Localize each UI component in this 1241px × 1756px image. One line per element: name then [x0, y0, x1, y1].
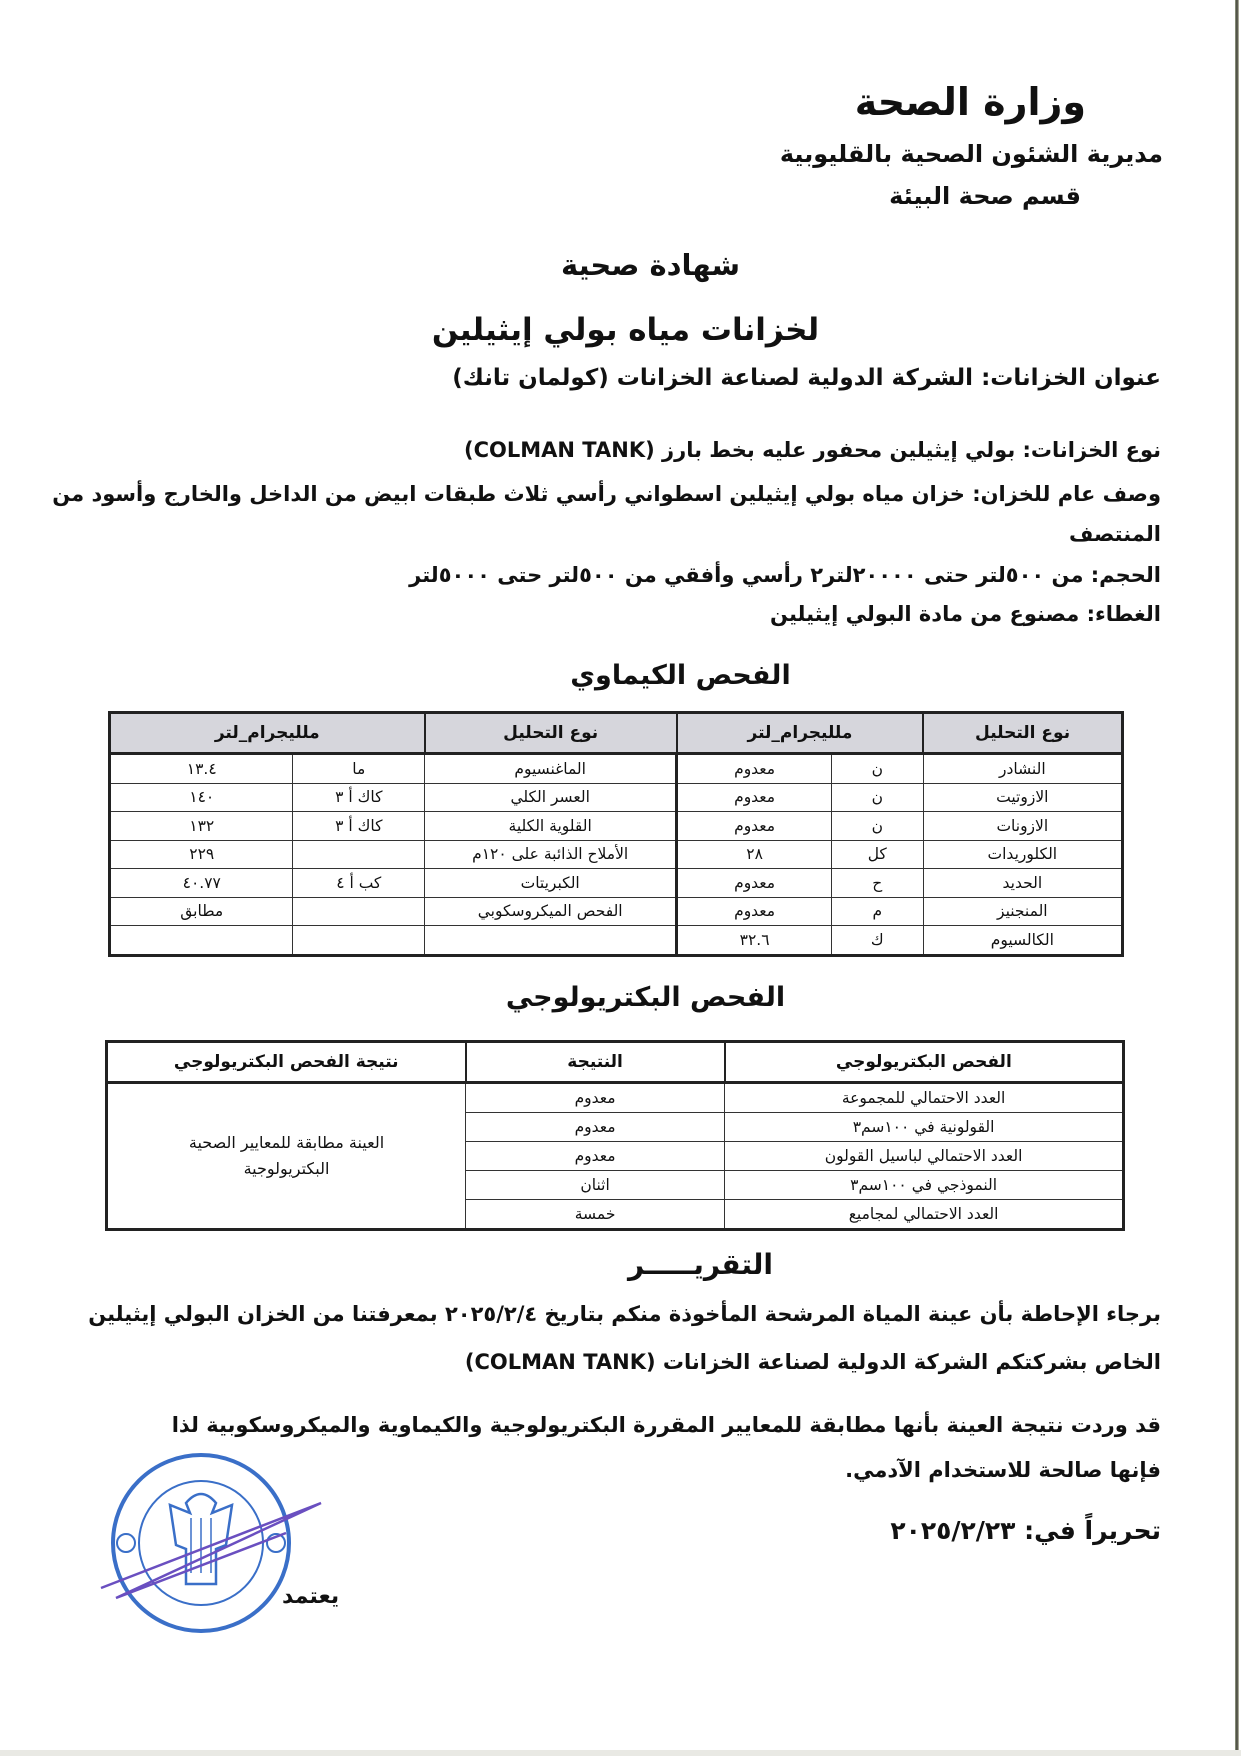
- analysis-value: معدوم: [677, 897, 832, 926]
- bacteriological-result: اثنان: [466, 1171, 725, 1200]
- analysis-symbol: كب أ ٤: [293, 869, 425, 898]
- description-label: وصف عام للخزان:: [972, 482, 1161, 506]
- type-value: بولي إيثيلين محفور عليه بخط بارز (COLMAN TANK): [464, 438, 1016, 462]
- analysis-symbol: ن: [831, 783, 923, 812]
- analysis-name: الكلوريدات: [923, 840, 1122, 869]
- analysis-value: مطابق: [110, 897, 293, 926]
- chemical-row: [110, 812, 1123, 841]
- report-paragraph-1-line-1: برجاء الإحاطة بأن عينة المياة المرشحة المأخوذة منكم بتاريخ ٢٠٢٥/٢/٤ بمعرفتنا من الخزان البولي إيثيلين: [88, 1302, 1161, 1326]
- chemical-section-title: الفحص الكيماوي: [570, 660, 791, 691]
- issue-date-label: تحريراً في:: [1024, 1516, 1161, 1545]
- description-continued: المنتصف: [1068, 522, 1161, 546]
- header-bacteriological-conclusion: نتيجة الفحص البكتريولوجي: [107, 1042, 466, 1083]
- bacteriological-result: معدوم: [466, 1113, 725, 1142]
- department-name: قسم صحة البيئة: [889, 182, 1081, 210]
- report-title: التقريـــــر: [628, 1248, 773, 1281]
- chemical-header-row: [110, 713, 1123, 754]
- conclusion-line-1: العينة مطابقة للمعايير الصحية: [188, 1133, 385, 1152]
- address-label: عنوان الخزانات:: [981, 365, 1161, 391]
- analysis-value: ١٤٠: [110, 783, 293, 812]
- certificate-title: شهادة صحية: [561, 248, 740, 282]
- analysis-name: القلوية الكلية: [425, 812, 677, 841]
- ministry-name: وزارة الصحة: [854, 80, 1086, 124]
- analysis-symbol: [293, 897, 425, 926]
- chemical-row: [110, 869, 1123, 898]
- analysis-symbol: ح: [831, 869, 923, 898]
- header-bacteriological-test: الفحص البكتريولوجي: [725, 1042, 1124, 1083]
- bacteriological-result: معدوم: [466, 1083, 725, 1113]
- chemical-row: [110, 754, 1123, 784]
- analysis-value: ١٣.٤: [110, 754, 293, 784]
- analysis-value: ٤٠.٧٧: [110, 869, 293, 898]
- conclusion-line-2: البكتريولوجية: [243, 1159, 330, 1178]
- address-line: [452, 365, 1161, 391]
- analysis-symbol: ك: [831, 926, 923, 956]
- analysis-value: ١٣٢: [110, 812, 293, 841]
- analysis-symbol: م: [831, 897, 923, 926]
- analysis-symbol: [293, 840, 425, 869]
- scan-edge-bottom: [0, 1750, 1241, 1756]
- analysis-value: ٢٨: [677, 840, 832, 869]
- report-paragraph-1-line-2: الخاص بشركتكم الشركة الدولية لصناعة الخزانات (COLMAN TANK): [464, 1350, 1161, 1374]
- analysis-name: الفحص الميكروسكوبي: [425, 897, 677, 926]
- volume-label: الحجم:: [1090, 563, 1161, 587]
- analysis-value: معدوم: [677, 754, 832, 784]
- bacteriological-test: العدد الاحتمالي للمجموعة: [725, 1083, 1124, 1113]
- volume-value: من ٥٠٠لتر حتى ٢٠٠٠٠لتر٢ رأسي وأفقي من ٥٠٠لتر حتى ٥٠٠٠لتر: [409, 563, 1084, 587]
- bacteriological-result: خمسة: [466, 1200, 725, 1230]
- analysis-value: معدوم: [677, 869, 832, 898]
- chemical-row: [110, 897, 1123, 926]
- analysis-symbol: ن: [831, 812, 923, 841]
- type-line: [464, 438, 1161, 462]
- header-analysis-type: نوع التحليل: [425, 713, 677, 754]
- directorate-name: مديرية الشئون الصحية بالقليوبية: [779, 140, 1163, 168]
- analysis-symbol: كاك أ ٣: [293, 812, 425, 841]
- chemical-table: [108, 711, 1124, 957]
- cover-value: مصنوع من مادة البولي إيثيلين: [770, 602, 1080, 626]
- header-result: النتيجة: [466, 1042, 725, 1083]
- analysis-symbol: [293, 926, 425, 956]
- bacteriological-test: النموذجي في ١٠٠سم٣: [725, 1171, 1124, 1200]
- cover-line: [770, 602, 1161, 626]
- analysis-value: معدوم: [677, 783, 832, 812]
- analysis-name: [425, 926, 677, 956]
- address-value: الشركة الدولية لصناعة الخزانات (كولمان تانك): [452, 365, 974, 391]
- certificate-subtitle: لخزانات مياه بولي إيثيلين: [431, 312, 820, 348]
- bacteriological-conclusion: [107, 1083, 466, 1230]
- bacteriological-header-row: [107, 1042, 1124, 1083]
- analysis-value: معدوم: [677, 812, 832, 841]
- official-stamp: [96, 1448, 326, 1638]
- bacteriological-test: العدد الاحتمالي لمجاميع: [725, 1200, 1124, 1230]
- cover-label: الغطاء:: [1086, 602, 1161, 626]
- type-label: نوع الخزانات:: [1022, 438, 1161, 462]
- chemical-row: [110, 840, 1123, 869]
- analysis-name: الكبريتات: [425, 869, 677, 898]
- analysis-value: ٢٢٩: [110, 840, 293, 869]
- analysis-symbol: كاك أ ٣: [293, 783, 425, 812]
- analysis-name: النشادر: [923, 754, 1122, 784]
- analysis-name: الكالسيوم: [923, 926, 1122, 956]
- header-mg-per-liter: ملليجرام_لتر: [677, 713, 923, 754]
- analysis-name: الازونات: [923, 812, 1122, 841]
- analysis-name: العسر الكلي: [425, 783, 677, 812]
- bacteriological-section-title: الفحص البكتريولوجي: [505, 982, 786, 1013]
- chemical-row: [110, 926, 1123, 956]
- issue-date-value: ٢٠٢٥/٢/٢٣: [890, 1516, 1016, 1545]
- bacteriological-result: معدوم: [466, 1142, 725, 1171]
- analysis-name: الحديد: [923, 869, 1122, 898]
- analysis-name: الأملاح الذائبة على ١٢٠م: [425, 840, 677, 869]
- analysis-name: الماغنسيوم: [425, 754, 677, 784]
- description-value: خزان مياه بولي إيثيلين اسطواني رأسي ثلاث طبقات ابيض من الداخل والخارج وأسود من: [52, 482, 965, 506]
- bacteriological-test: القولونية في ١٠٠سم٣: [725, 1113, 1124, 1142]
- chemical-row: [110, 783, 1123, 812]
- report-paragraph-2-line-2: فإنها صالحة للاستخدام الآدمي.: [845, 1458, 1161, 1482]
- header-mg-per-liter: ملليجرام_لتر: [110, 713, 425, 754]
- description-line: [52, 482, 1161, 506]
- analysis-value: [110, 926, 293, 956]
- volume-line: [409, 563, 1161, 587]
- analysis-symbol: كل: [831, 840, 923, 869]
- issue-date-line: [890, 1516, 1161, 1545]
- analysis-symbol: ما: [293, 754, 425, 784]
- report-paragraph-2-line-1: قد وردت نتيجة العينة بأنها مطابقة للمعايير المقررة البكتريولوجية والكيماوية والميكروسكوبية لذا: [171, 1413, 1161, 1437]
- header-analysis-type: نوع التحليل: [923, 713, 1122, 754]
- bacteriological-table: [105, 1040, 1125, 1231]
- bacteriological-row: [107, 1083, 1124, 1113]
- analysis-value: ٣٢.٦: [677, 926, 832, 956]
- analysis-name: الازوتيت: [923, 783, 1122, 812]
- bacteriological-test: العدد الاحتمالي لباسيل القولون: [725, 1142, 1124, 1171]
- analysis-symbol: ن: [831, 754, 923, 784]
- analysis-name: المنجنيز: [923, 897, 1122, 926]
- approval-label: يعتمد: [282, 1584, 340, 1609]
